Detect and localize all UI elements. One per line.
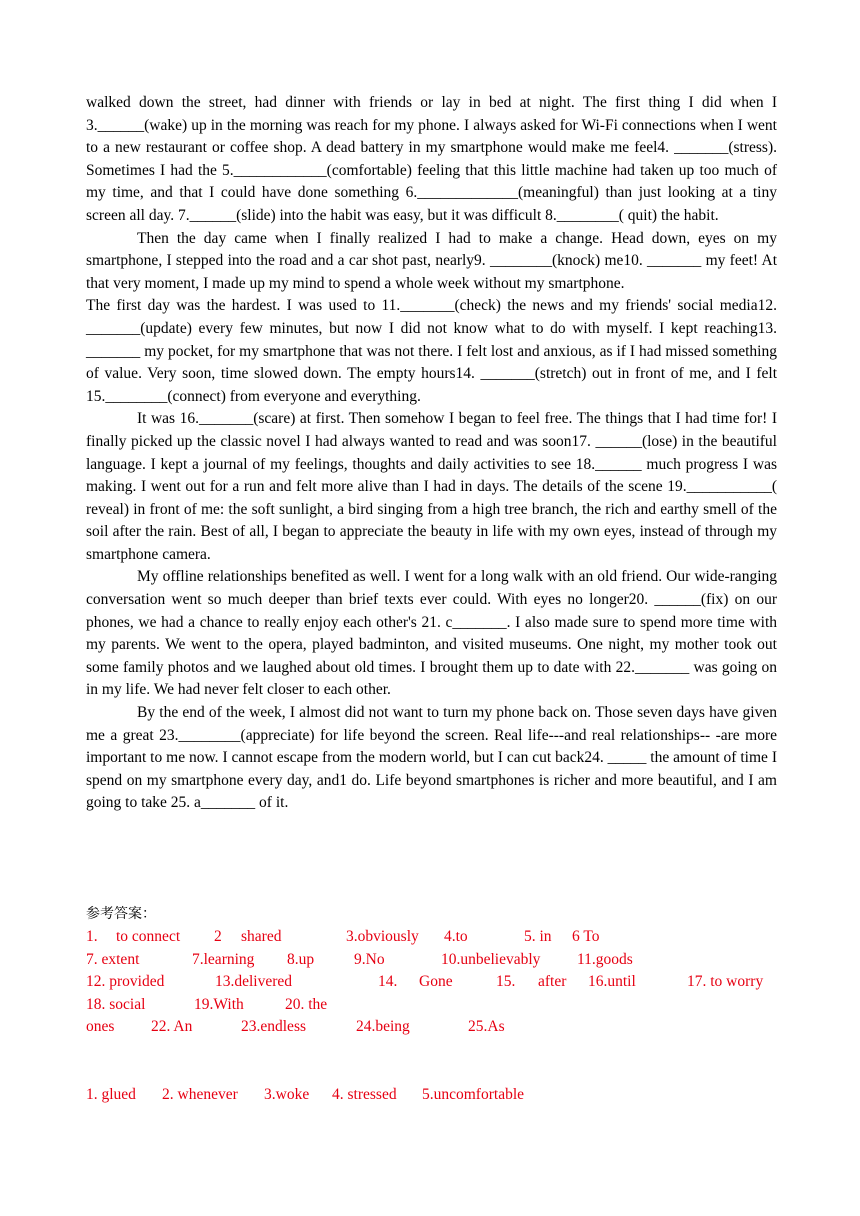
answer-item: 10.unbelievably: [441, 950, 541, 968]
answer-item: 4.to: [444, 928, 468, 945]
answer-item: after: [538, 973, 567, 991]
answer-item: 3.obviously: [346, 928, 419, 945]
answer-line-3: [86, 971, 786, 994]
answer-item: 23.endless: [241, 1018, 307, 1036]
answer-item: Gone: [419, 973, 453, 991]
paragraph-3: The first day was the hardest. I was used to 11._______(check) the news and my friends' social media12. _______(update) every few minutes, but now I did not know what to do with myself. I kept reaching13. _______ my pocket, for my smartphone that was not there. I felt lost and anxious, as if I had missed something of value. Very soon, time slowed down. The empty hours14. _______(stretch) out in front of me, and I felt 15.________(connect) from everyone and everything.: [86, 297, 777, 405]
answer-item: 7.learning: [192, 950, 255, 968]
paragraph-1: walked down the street, had dinner with friends or lay in bed at night. The first thing I did when I 3.______(wake) up in the morning was reach for my phone. I always asked for Wi-Fi connections when I went to a new restaurant or coffee shop. A dead battery in my smartphone would make me feel4. _______(stress). Sometimes I had the 5.____________(comfortable) feeling that this little machine had taken up too much of my time, and that I could have done something 6._____________(meaningful) than just looking at a tiny screen all day. 7.______(slide) into the habit was easy, but it was difficult 8.________( quit) the habit.: [86, 94, 777, 224]
answer-item: 1. glued: [86, 1086, 136, 1103]
answer-item: to connect: [116, 928, 181, 945]
answer-key-2: [86, 1084, 786, 1107]
passage: [86, 92, 777, 815]
answer-item: 6 To: [572, 928, 600, 945]
answer-item: 5. in: [524, 928, 552, 945]
answer-item: 17. to worry: [687, 973, 764, 991]
paragraph-2: Then the day came when I finally realized I had to make a change. Head down, eyes on my smartphone, I stepped into the road and a car shot past, nearly9. ________(knock) me10. _______ my feet! At that very moment, I made up my mind to spend a whole week without my smartphone.: [86, 229, 777, 292]
answer-key-1: [86, 926, 786, 1039]
answer-item: 24.being: [356, 1018, 410, 1036]
answer-item: ones: [86, 1018, 115, 1036]
paragraph-5: My offline relationships benefited as well. I went for a long walk with an old friend. Our wide-ranging conversation went so much deeper than brief texts ever could. With eyes no longer20. ______(fix) on our phones, we had a chance to really enjoy each other's 21. c_______. I also made sure to spend more time with my parents. We went to the opera, played badminton, and visited museums. One night, my mother took out some family photos and we laughed about old times. I brought them up to date with 22._______ was going on in my life. We had never felt closer to each other.: [86, 568, 777, 699]
paragraph-4: It was 16._______(scare) at first. Then somehow I began to feel free. The things that I had time for! I finally picked up the classic novel I had always wanted to read and was soon17. ______(lose) in the beautiful language. I kept a journal of my feelings, thoughts and daily activities to see 18.______ much progress I was making. I went out for a run and felt more alive than I had in days. The details of the scene 19.___________( reveal) in front of me: the soft sunlight, a bird singing from a high tree branch, the rich and earthy smell of the soil after the rain. Best of all, I began to appreciate the beauty in life with my own eyes, instead of through my smartphone camera.: [86, 410, 777, 563]
answer-item: 13.delivered: [215, 973, 293, 991]
answer-item: 7. extent: [86, 950, 140, 968]
answer-line-1: [86, 926, 786, 949]
answer-item: 2. whenever: [162, 1086, 238, 1103]
answer-line-4: [86, 994, 786, 1017]
answer-item: 11.goods: [577, 950, 633, 968]
answer-item: 3.woke: [264, 1086, 310, 1103]
answer-item: 18. social: [86, 995, 146, 1013]
answer-item: 4. stressed: [332, 1086, 397, 1103]
paragraph-6: By the end of the week, I almost did not want to turn my phone back on. Those seven days have given me a great 23.________(appreciate) for life beyond the screen. Real life---and real relationships-- -are more important to me now. I cannot escape from the modern world, but I can cut back24. _____ the amount of time I spend on my smartphone every day, and1 do. Life beyond smartphones is richer and more beautiful, and I am going to take 25. a_______ of it.: [86, 704, 777, 812]
answer-item: 15.: [496, 973, 516, 991]
answer-item: shared: [241, 928, 282, 945]
answer-item: 22. An: [151, 1018, 193, 1036]
answer-line-6: [86, 1084, 786, 1107]
answer-line-2: [86, 949, 786, 972]
answer-item: 5.uncomfortable: [422, 1086, 525, 1103]
answer-item: 25.As: [468, 1018, 505, 1036]
answer-item: 12. provided: [86, 973, 165, 991]
answer-heading: 参考答案：: [86, 906, 156, 922]
answer-item: 1.: [86, 928, 98, 945]
answer-item: 9.No: [354, 950, 385, 968]
answer-item: 20. the: [285, 995, 328, 1013]
answer-item: 16.until: [588, 973, 636, 991]
answer-line-5: [86, 1016, 786, 1039]
answer-item: 8.up: [287, 950, 315, 968]
answer-item: 2: [214, 928, 222, 945]
answer-item: 14.: [378, 973, 398, 991]
answer-item: 19.With: [194, 995, 244, 1013]
